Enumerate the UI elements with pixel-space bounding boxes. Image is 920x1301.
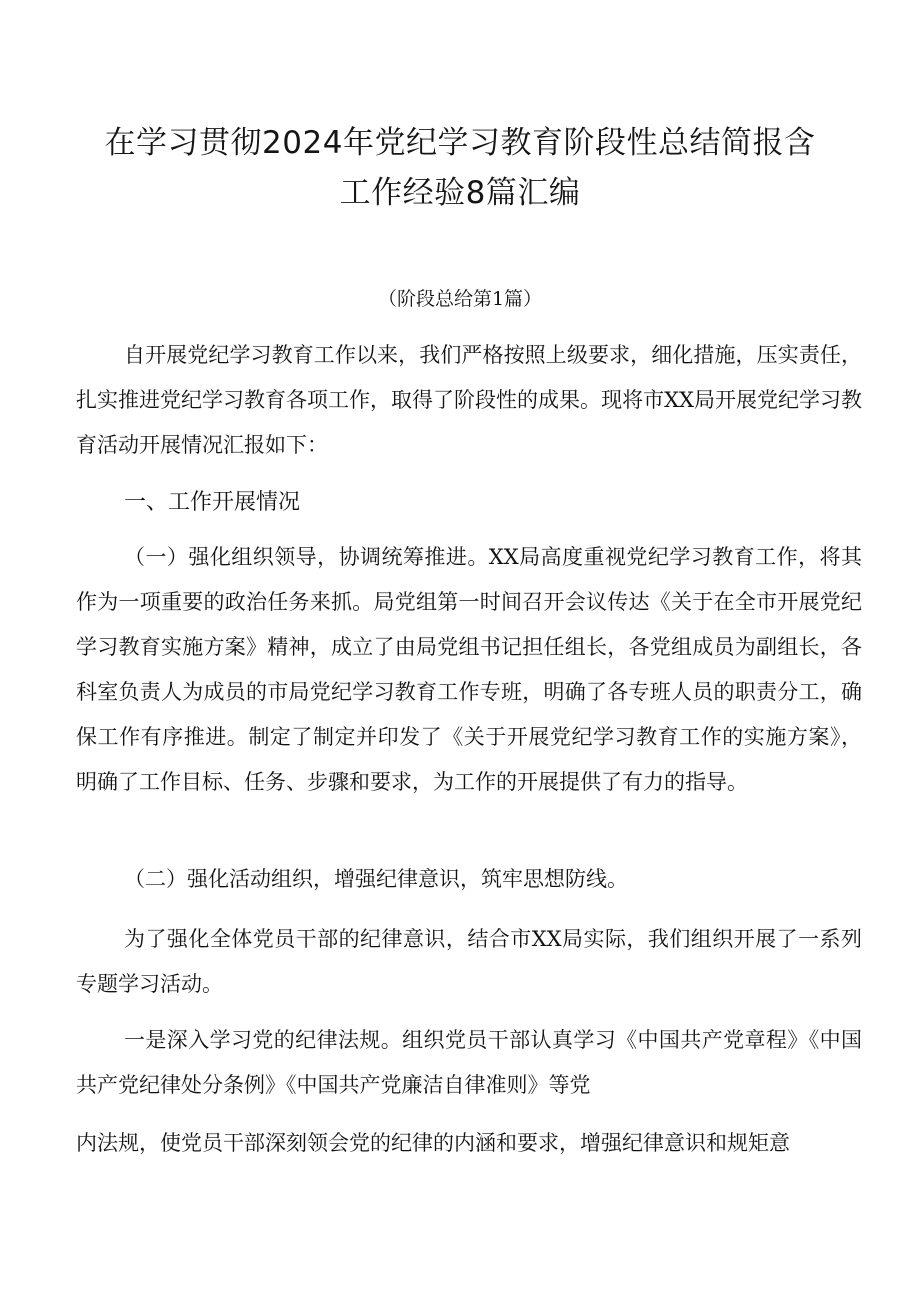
section-item-1-paragraph: （一）强化组织领导，协调统筹推进。XX局高度重视党纪学习教育工作，将其作为一项重要的政治任务来抓。局党组第一时间召开会议传达《关于在全市开展党纪学习教育实施方案》精神，成立了由局党组书记担任组长，各党组成员为副组长，各科室负责人为成员的市局党纪学习教育工作专班，明确了各专班人员的职责分工，确保工作有序推进。制定了制定并印发了《关于开展党纪学习教育工作的实施方案》，明确了工作目标、任务、步骤和要求，为工作的开展提供了有力的指导。 — [76, 545, 862, 794]
section-heading: 一、工作开展情况 — [124, 490, 301, 515]
title-line-2: 工作经验8篇汇编 — [339, 175, 581, 211]
document-subtitle: （阶段总给第1篇） — [377, 288, 543, 310]
intro-paragraph: 自开展党纪学习教育工作以来，我们严格按照上级要求，细化措施，压实责任，扎实推进党纪学习教育各项工作，取得了阶段性的成果。现将市XX局开展党纪学习教育活动开展情况汇报如下： — [76, 343, 862, 457]
section-item-2-heading: （二）强化活动组织，增强纪律意识，筑牢思想防线。 — [124, 867, 628, 891]
document-title — [80, 118, 840, 218]
point-1-continuation: 内法规，使党员干部深刻领会党的纪律的内涵和要求，增强纪律意识和规矩意 — [76, 1131, 790, 1155]
section-item-2-paragraph: 为了强化全体党员干部的纪律意识，结合市XX局实际，我们组织开展了一系列专题学习活动。 — [76, 927, 862, 996]
title-line-1: 在学习贯彻2024年党纪学习教育阶段性总结简报含 — [104, 125, 816, 161]
point-1-paragraph: 一是深入学习党的纪律法规。组织党员干部认真学习《中国共产党章程》《中国共产党纪律处分条例》《中国共产党廉洁自律准则》等党 — [76, 1028, 862, 1097]
